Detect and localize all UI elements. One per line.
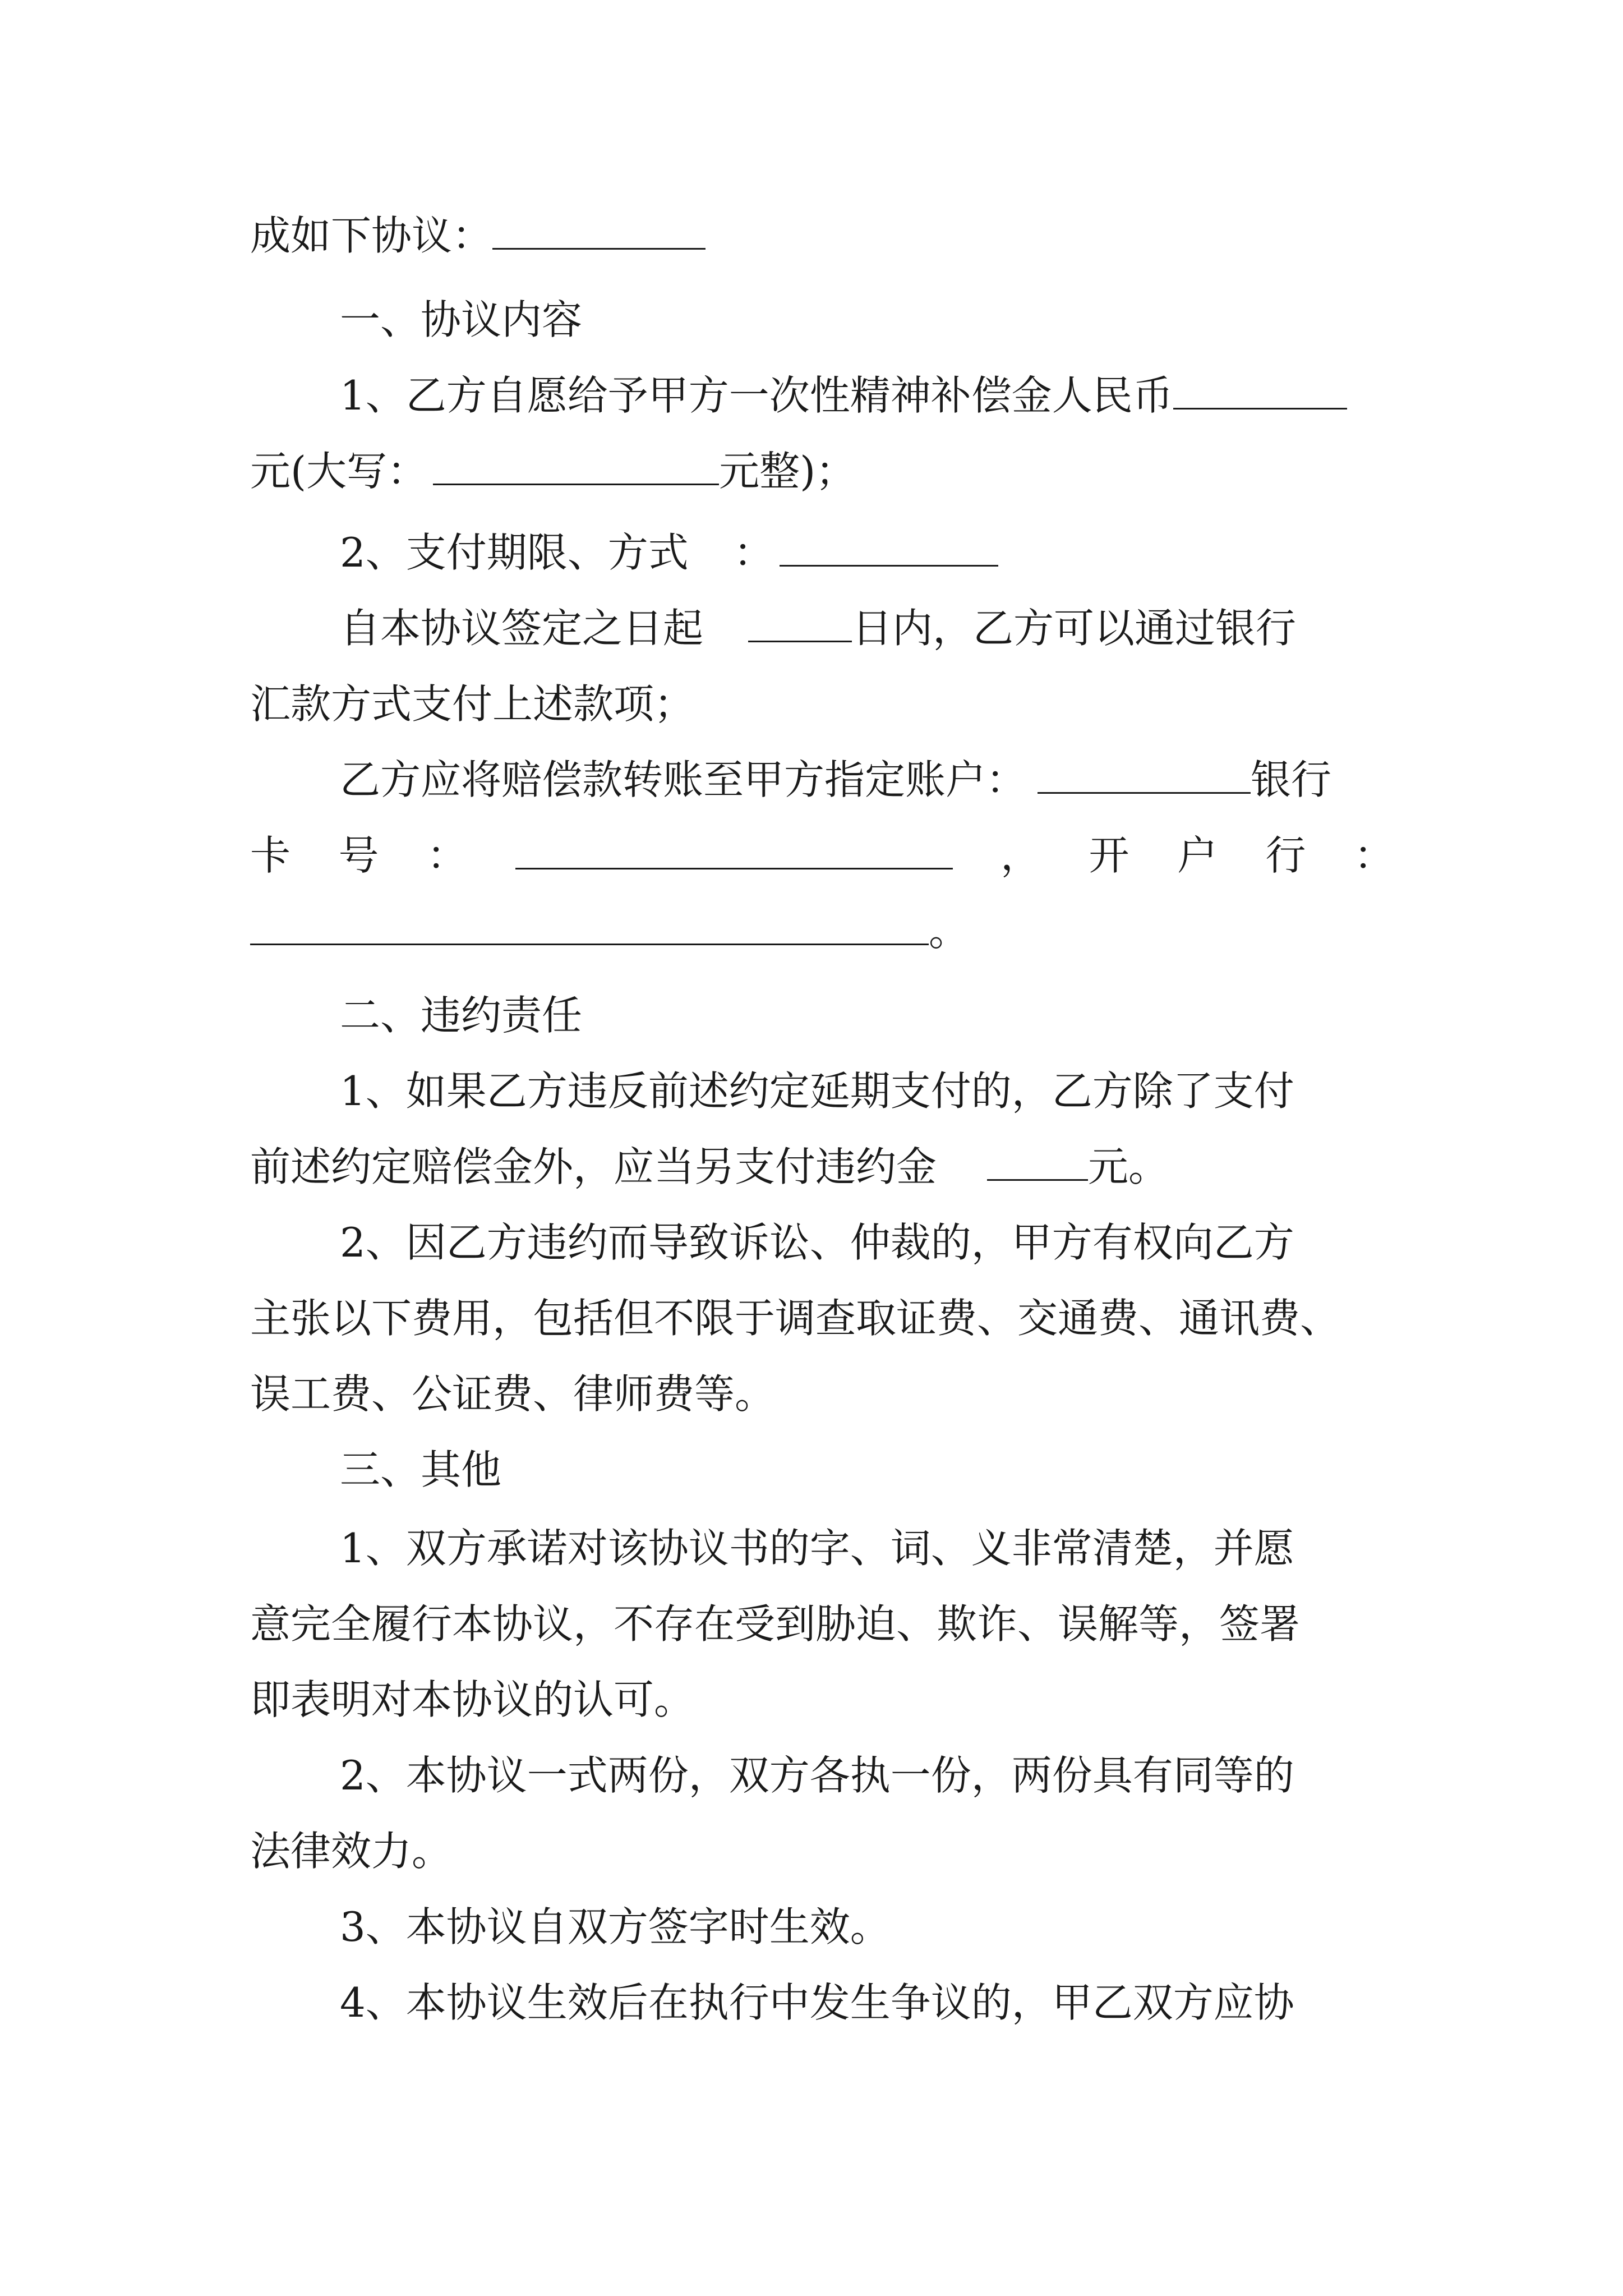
clause-line: 2、因乙方违约而导致诉讼、仲裁的，甲方有权向乙方: [340, 1219, 1294, 1266]
clause-line: 主张以下费用，包括但不限于调查取证费、交通费、通讯费、: [250, 1295, 1341, 1342]
clause-line: 1、乙方自愿给予甲方一次性精神补偿金人民币: [340, 367, 1347, 424]
clause-line: 1、双方承诺对该协议书的字、词、义非常清楚，并愿: [340, 1525, 1294, 1572]
intro-line: 成如下协议：: [250, 208, 706, 264]
clause-line: 自本协议签定之日起 日内，乙方可以通过银行: [340, 605, 1297, 652]
days-blank: [748, 606, 852, 642]
clause-line: 1、如果乙方违反前述约定延期支付的，乙方除了支付: [340, 1068, 1294, 1115]
clause-line: 法律效力。: [250, 1828, 453, 1875]
penalty-blank: [987, 1144, 1088, 1181]
opening-bank-blank: [250, 909, 929, 945]
clause-line: 3、本协议自双方签字时生效。: [340, 1903, 891, 1950]
clause-line: 误工费、公证费、律师费等。: [250, 1370, 776, 1418]
clause-line: 汇款方式支付上述款项；: [250, 680, 695, 728]
section-heading: 二、违约责任: [340, 992, 583, 1039]
clause-line: 。: [250, 903, 969, 959]
blank-field: [492, 213, 706, 250]
card-number-line: 卡 号 ： ， 开 户 行 ：: [250, 832, 1394, 879]
amount-words-blank: [433, 449, 719, 485]
clause-line: 4、本协议生效后在执行中发生争议的，甲乙双方应协: [340, 1979, 1294, 2026]
clause-line: 2、支付期限、方式 ：: [340, 524, 998, 581]
clause-line: 即表明对本协议的认可。: [250, 1676, 695, 1723]
section-heading: 一、协议内容: [340, 296, 583, 343]
amount-blank: [1173, 373, 1347, 409]
clause-line: 意完全履行本协议，不存在受到胁迫、欺诈、误解等，签署: [250, 1600, 1301, 1648]
card-number-blank: [515, 833, 953, 869]
clause-line: 前述约定赔偿金外，应当另支付违约金 元。: [250, 1143, 1169, 1190]
section-heading: 三、其他: [340, 1446, 502, 1493]
clause-line: 元(大写： 元整)；: [250, 448, 856, 495]
clause-line: 2、本协议一式两份，双方各执一份，两份具有同等的: [340, 1752, 1294, 1799]
payment-method-blank: [780, 530, 998, 567]
clause-line: 乙方应将赔偿款转账至甲方指定账户： 银行: [340, 756, 1332, 803]
bank-name-blank: [1038, 757, 1251, 794]
